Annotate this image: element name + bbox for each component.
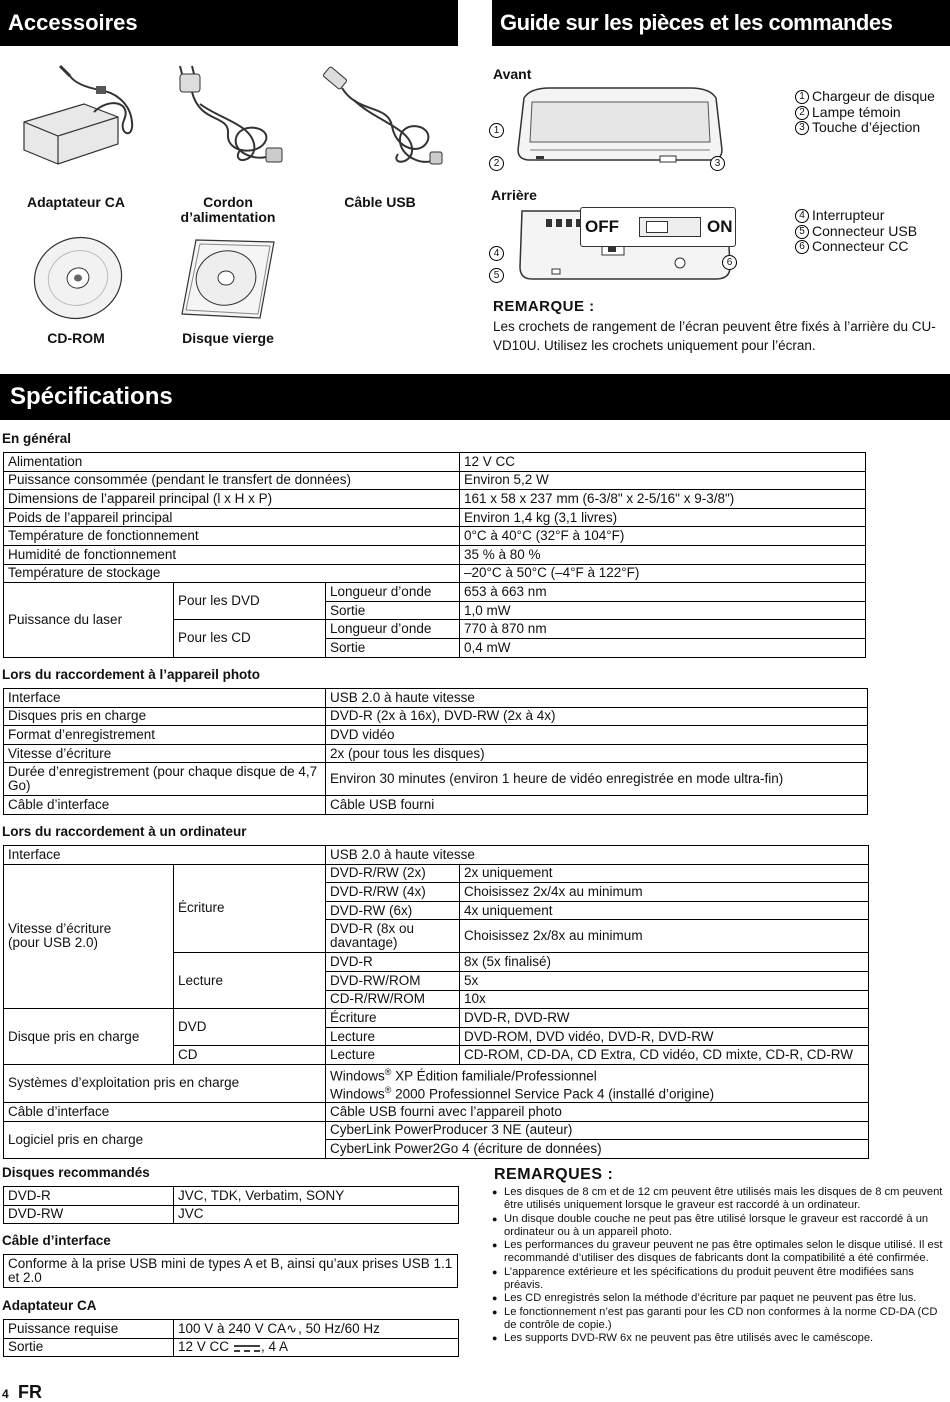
notes-title: REMARQUES : — [494, 1166, 614, 1183]
guide-header — [492, 0, 950, 46]
switch-slider — [639, 217, 701, 237]
page-number: 4 — [2, 1387, 9, 1401]
table-row: Puissance requise 100 V à 240 V CA∿, 50 Hz/60 Hz — [4, 1320, 459, 1339]
table-row: Conforme à la prise USB mini de types A et B, ainsi qu’aux prises USB 1.1 et 2.0 — [4, 1255, 458, 1288]
camera-title: Lors du raccordement à l’appareil photo — [2, 667, 261, 682]
rear-label: Arrière — [491, 187, 537, 203]
table-row: Humidité de fonctionnement 35 % à 80 % — [4, 545, 866, 564]
guide-title: Guide sur les pièces et les commandes — [500, 10, 893, 35]
table-row: Sortie 0,4 mW — [4, 638, 866, 657]
writing-label: Écriture — [174, 864, 326, 953]
specs-title: Spécifications — [10, 383, 173, 410]
callout-3: 3 — [710, 156, 725, 171]
guide-note-text: Les crochets de rangement de l’écran peuvent être fixés à l’arrière du CU-VD10U. Utilisez les crochets uniquement pour l’écran. — [493, 319, 936, 353]
power-switch-inset — [580, 207, 736, 247]
blank-disc-label: Disque vierge — [182, 330, 274, 346]
table-row: Sortie 12 V CC , 4 A — [4, 1338, 459, 1357]
table-row: DVD-RW/ROM 5x — [4, 971, 869, 990]
interface-cable-table — [3, 1254, 458, 1288]
power-cord-image — [170, 64, 290, 176]
table-row: Format d’enregistrement DVD vidéo — [4, 726, 868, 745]
os-item-xp: Windows® XP Édition familiale/Professionnel — [330, 1066, 597, 1084]
ac-adapter-label: Adaptateur CA — [26, 194, 125, 210]
laser-cd-label: Pour les CD — [174, 620, 326, 657]
table-row: CD-R/RW/ROM 10x — [4, 990, 869, 1009]
laser-label: Puissance du laser — [4, 583, 174, 657]
switch-off-label: OFF — [585, 217, 619, 236]
ac-adapter-image — [14, 62, 144, 174]
blank-disc-image — [178, 236, 278, 322]
front-view-image — [510, 84, 730, 170]
cd-label: CD — [174, 1046, 326, 1065]
callout-1: 1 — [489, 123, 504, 138]
num-4-icon: 4 — [795, 209, 809, 223]
table-row: Poids de l’appareil principal Environ 1,4 kg (3,1 livres) — [4, 508, 866, 527]
speed-label: Vitesse d’écriture (pour USB 2.0) — [4, 864, 174, 1009]
notes-list — [492, 1186, 948, 1346]
interface-cable-title: Câble d’interface — [2, 1233, 111, 1248]
power-cord-label: Cordon d’alimentation — [180, 194, 276, 225]
front-parts-list — [795, 89, 935, 136]
front-part-3: 3 Touche d’éjection — [795, 120, 935, 136]
computer-table — [3, 845, 869, 1159]
specs-header — [0, 374, 950, 420]
rear-part-5: 5 Connecteur USB — [795, 224, 917, 240]
general-table-body — [4, 453, 866, 658]
table-row: DVD-R (8x ou davantage) Choisissez 2x/8x au minimum — [4, 920, 869, 953]
table-row: Câble d’interface Câble USB fourni — [4, 796, 868, 815]
num-5-icon: 5 — [795, 225, 809, 239]
switch-on-label: ON — [707, 217, 733, 236]
table-row: Logiciel pris en charge CyberLink PowerProducer 3 NE (auteur) — [4, 1121, 869, 1140]
adapter-title: Adaptateur CA — [2, 1298, 97, 1313]
callout-6: 6 — [722, 255, 737, 270]
num-1-icon: 1 — [795, 90, 809, 104]
num-6-icon: 6 — [795, 240, 809, 254]
accessories-header — [0, 0, 458, 46]
table-row: Puissance du laser Pour les DVD Longueur d’onde 653 à 663 nm — [4, 583, 866, 602]
disc-support-label: Disque pris en charge — [4, 1009, 174, 1065]
table-row: Puissance consommée (pendant le transfert de données) Environ 5,2 W — [4, 471, 866, 490]
table-row: Vitesse d’écriture (pour USB 2.0) Écriture DVD-R/RW (2x) 2x uniquement — [4, 864, 869, 883]
table-row: Systèmes d’exploitation pris en charge Windows® XP Édition familiale/Professionnel Windows® 2000 Professionnel Service Pack 4 (installé d’origine) — [4, 1064, 869, 1102]
list-item: ● Les performances du graveur peuvent ne pas être optimales selon le disque utilisé. Il est recommandé d’utiliser des disques de fabricants dont la compatibilité a été confirmée. — [492, 1239, 948, 1266]
table-row: Alimentation 12 V CC — [4, 453, 866, 472]
list-item: ● Un disque double couche ne peut pas être utilisé lorsque le graveur est raccordé à un ordinateur ou à un appareil photo. — [492, 1213, 948, 1240]
table-row: Durée d’enregistrement (pour chaque disque de 4,7 Go) Environ 30 minutes (environ 1 heure de vidéo enregistrée en mode ultra-fin) — [4, 763, 868, 796]
rear-part-6: 6 Connecteur CC — [795, 239, 917, 255]
num-3-icon: 3 — [795, 121, 809, 135]
adapter-table — [3, 1319, 459, 1357]
dvd-label: DVD — [174, 1009, 326, 1046]
general-table — [3, 452, 866, 658]
table-row: Disque pris en charge DVD Écriture DVD-R, DVD-RW — [4, 1009, 869, 1028]
table-row: Lecture DVD-R 8x (5x finalisé) — [4, 953, 869, 972]
callout-5: 5 — [489, 268, 504, 283]
cdrom-image — [32, 232, 124, 324]
table-row: Température de fonctionnement 0°C à 40°C (32°F à 104°F) — [4, 527, 866, 546]
table-row: CyberLink Power2Go 4 (écriture de données) — [4, 1140, 869, 1159]
table-row: Vitesse d’écriture 2x (pour tous les disques) — [4, 744, 868, 763]
table-row: Sortie 1,0 mW — [4, 601, 866, 620]
switch-knob — [646, 221, 668, 233]
general-title: En général — [2, 431, 72, 446]
list-item: ● Les CD enregistrés selon la méthode d’écriture par paquet ne peuvent pas être lus. — [492, 1292, 948, 1305]
front-part-2: 2 Lampe témoin — [795, 105, 935, 121]
table-row: Dimensions de l’appareil principal (l x H x P) 161 x 58 x 237 mm (6-3/8" x 2-5/16" x 9-3/8") — [4, 490, 866, 509]
reading-label: Lecture — [174, 953, 326, 1009]
camera-table — [3, 688, 868, 815]
os-list — [326, 1064, 869, 1102]
callout-4: 4 — [489, 246, 504, 261]
table-row: Interface USB 2.0 à haute vitesse — [4, 689, 868, 708]
list-item: ● Les disques de 8 cm et de 12 cm peuvent être utilisés mais les disques de 8 cm peuvent être utilisés uniquement lorsque le graveur est raccordé à un ordinateur. — [492, 1186, 948, 1213]
front-part-1: 1 Chargeur de disque — [795, 89, 935, 105]
table-row: Température de stockage –20°C à 50°C (–4°F à 122°F) — [4, 564, 866, 583]
table-row: Lecture DVD-ROM, DVD vidéo, DVD-R, DVD-RW — [4, 1027, 869, 1046]
os-item-2000: Windows® 2000 Professionnel Service Pack 4 (installé d’origine) — [330, 1085, 715, 1102]
dc-symbol-icon — [233, 1343, 261, 1353]
recommended-table — [3, 1186, 459, 1224]
callout-2: 2 — [489, 156, 504, 171]
table-row: Interface USB 2.0 à haute vitesse — [4, 846, 869, 865]
list-item: ● Le fonctionnement n’est pas garanti pour les CD non conformes à la norme CD-DA (CD de contrôle de copie.) — [492, 1306, 948, 1333]
guide-note-title: REMARQUE : — [493, 298, 595, 315]
num-2-icon: 2 — [795, 106, 809, 120]
table-row: DVD-RW JVC — [4, 1205, 459, 1224]
accessories-title: Accessoires — [8, 10, 138, 35]
table-row: Pour les CD Longueur d’onde 770 à 870 nm — [4, 620, 866, 639]
front-label: Avant — [493, 66, 532, 82]
table-row: Disques pris en charge DVD-R (2x à 16x), DVD-RW (2x à 4x) — [4, 707, 868, 726]
table-row: DVD-RW (6x) 4x uniquement — [4, 901, 869, 920]
ac-wave-icon: ∿ — [286, 1320, 297, 1336]
cdrom-label: CD-ROM — [47, 330, 105, 346]
usb-cable-label: Câble USB — [344, 194, 416, 210]
table-row: CD Lecture CD-ROM, CD-DA, CD Extra, CD vidéo, CD mixte, CD-R, CD-RW — [4, 1046, 869, 1065]
list-item: ● Les supports DVD-RW 6x ne peuvent pas être utilisés avec le caméscope. — [492, 1332, 948, 1345]
rear-part-4: 4 Interrupteur — [795, 208, 917, 224]
recommended-title: Disques recommandés — [2, 1165, 150, 1180]
language-code: FR — [18, 1382, 42, 1402]
list-item: ● L’apparence extérieure et les spécifications du produit peuvent être modifiées sans préavis. — [492, 1266, 948, 1293]
table-row: DVD-R/RW (4x) Choisissez 2x/4x au minimum — [4, 883, 869, 902]
rear-parts-list — [795, 208, 917, 255]
table-row: DVD-R JVC, TDK, Verbatim, SONY — [4, 1187, 459, 1206]
table-row: Câble d’interface Câble USB fourni avec l’appareil photo — [4, 1102, 869, 1121]
computer-title: Lors du raccordement à un ordinateur — [2, 824, 247, 839]
usb-cable-image — [318, 64, 448, 176]
laser-dvd-label: Pour les DVD — [174, 583, 326, 620]
